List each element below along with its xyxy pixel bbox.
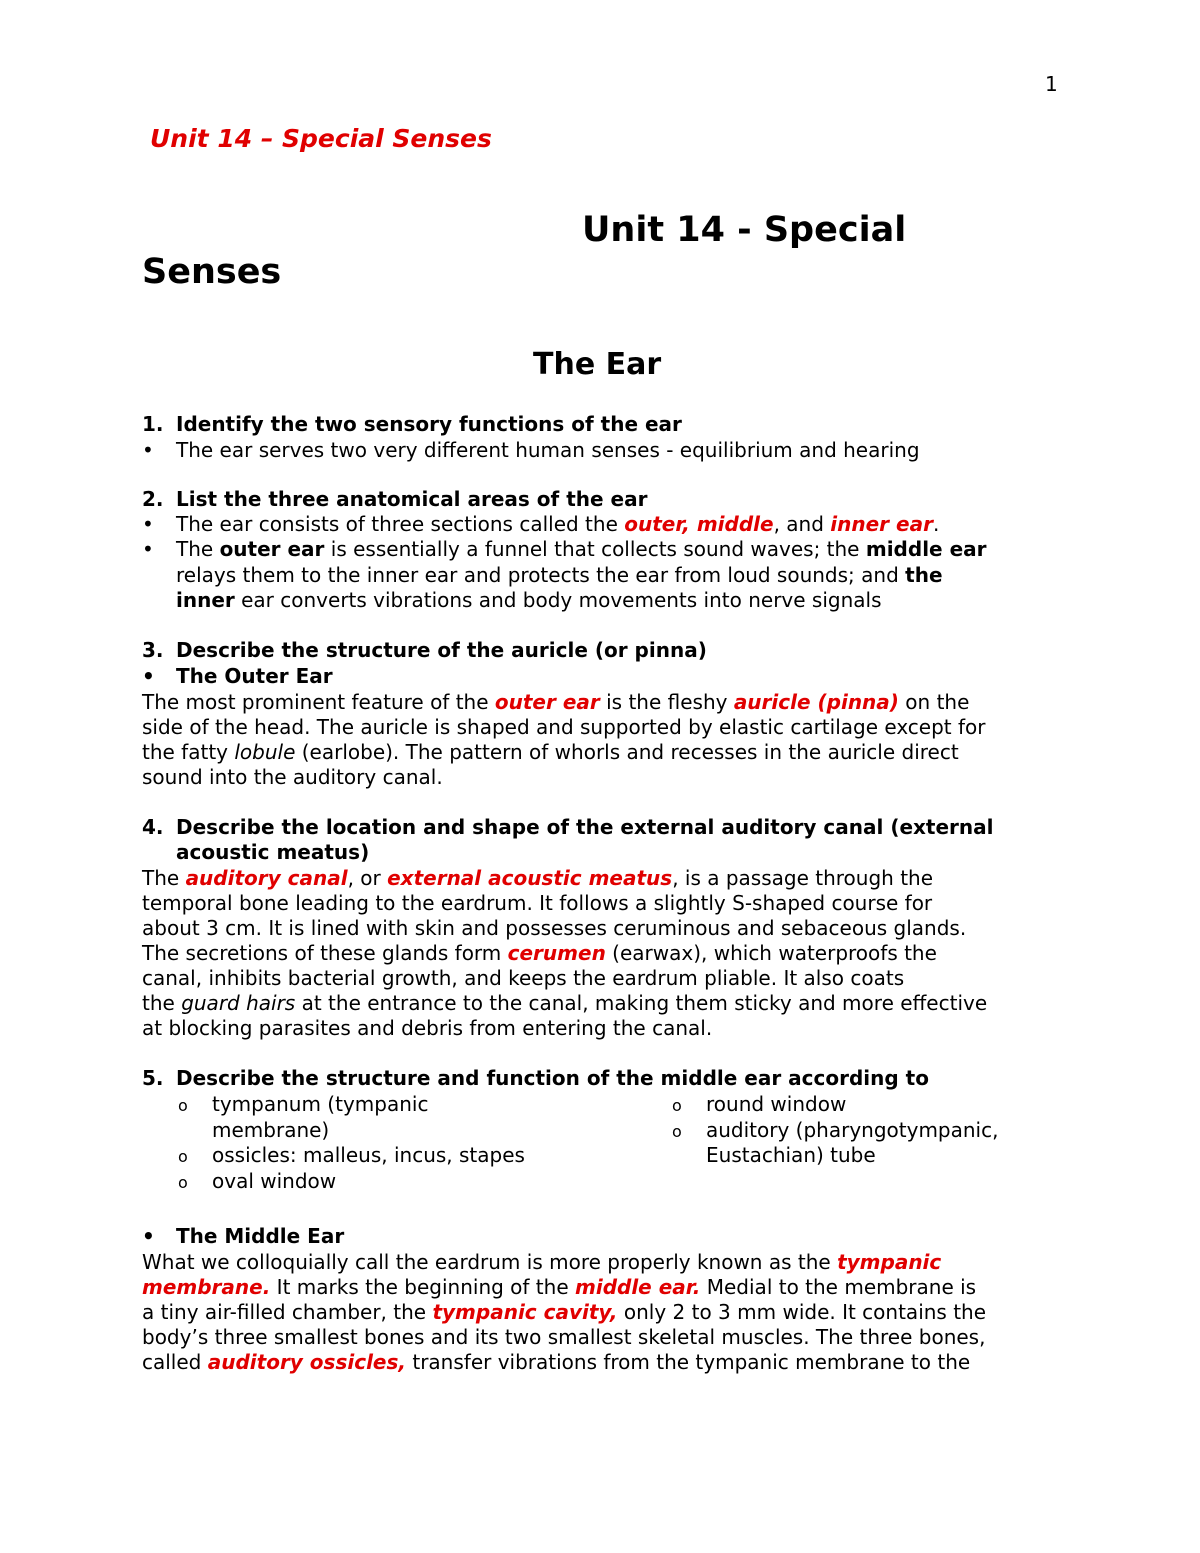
question-number: 1.	[142, 412, 164, 436]
outer-ear-paragraph-line-2: side of the head. The auricle is shaped and supported by elastic cartilage except for	[142, 715, 986, 739]
unit-header: Unit 14 – Special Senses	[150, 124, 492, 153]
bullet-text: The outer ear is essentially a funnel that collects sound waves; the middle ear	[176, 537, 987, 561]
bullet-icon: •	[142, 664, 155, 688]
sub-item-tympanum-line-2: membrane)	[212, 1118, 330, 1142]
canal-paragraph-line-6: the guard hairs at the entrance to the canal, making them sticky and more effective	[142, 991, 988, 1015]
outer-ear-paragraph-line-1: The most prominent feature of the outer ear is the fleshy auricle (pinna) on the	[142, 690, 970, 714]
sub-bullet-icon: o	[178, 1147, 188, 1166]
canal-paragraph-line-1: The auditory canal, or external acoustic meatus, is a passage through the	[142, 866, 934, 890]
question-number: 3.	[142, 638, 164, 662]
canal-paragraph-line-3: about 3 cm. It is lined with skin and possesses ceruminous and sebaceous glands.	[142, 916, 967, 940]
q2-bullet-2-line-2: relays them to the inner ear and protects the ear from loud sounds; and the	[176, 563, 943, 587]
question-4-text-line-2: acoustic meatus)	[176, 840, 370, 864]
middle-ear-paragraph-line-2: membrane. It marks the beginning of the middle ear. Medial to the membrane is	[142, 1275, 977, 1299]
question-number: 4.	[142, 815, 164, 839]
sub-bullet-icon: o	[178, 1096, 188, 1115]
bullet-icon: •	[142, 512, 154, 536]
middle-ear-paragraph-line-1: What we colloquially call the eardrum is more properly known as the tympanic	[142, 1250, 942, 1274]
sub-bullet-icon: o	[178, 1173, 188, 1192]
document-title-line-1: Unit 14 - Special	[582, 210, 907, 250]
question-text: Identify the two sensory functions of the ear	[176, 412, 682, 436]
canal-paragraph-line-5: canal, inhibits bacterial growth, and keeps the eardrum pliable. It also coats	[142, 966, 905, 990]
question-number: 2.	[142, 487, 164, 511]
bullet-icon: •	[142, 438, 154, 462]
bullet-text: The ear serves two very different human senses - equilibrium and hearing	[176, 438, 920, 462]
section-title: The Ear	[533, 347, 662, 382]
middle-ear-paragraph-line-3: a tiny air-filled chamber, the tympanic cavity, only 2 to 3 mm wide. It contains the	[142, 1300, 987, 1324]
question-text: Describe the structure of the auricle (or pinna)	[176, 638, 707, 662]
bullet-icon: •	[142, 1224, 155, 1248]
canal-paragraph-line-7: at blocking parasites and debris from entering the canal.	[142, 1016, 713, 1040]
bullet-icon: •	[142, 537, 154, 561]
sub-bullet-icon: o	[672, 1122, 682, 1141]
bullet-text: The ear consists of three sections called the outer, middle, and inner ear.	[176, 512, 940, 536]
sub-item-auditory-tube-line-2: Eustachian) tube	[706, 1143, 876, 1167]
outer-ear-paragraph-line-3: the fatty lobule (earlobe). The pattern of whorls and recesses in the auricle direct	[142, 740, 959, 764]
question-text: Describe the structure and function of the middle ear according to	[176, 1066, 929, 1090]
document-title-line-2: Senses	[142, 252, 282, 292]
document-page: 1 Unit 14 – Special Senses Unit 14 - Special Senses The Ear 1. Identify the two sensory functions of the ear • The ear serves two very different human senses - equilibrium and hearing 2. List the three anatomical areas of the ear • The ear consists of three sections called the outer, middle, and inner ear. • The outer ear is essentially a funnel that collects sound waves; the middle ear relays them to the inner ear and protects the ear from loud sounds; and the inner ear converts vibrations and body movements into nerve signals 3. Describe the structure of the auricle (or pinna) • The Outer Ear The most prominent feature of the outer ear is the fleshy auricle (pinna) on the side of the head. The auricle is shaped and supported by elastic cartilage except for the fatty lobule (earlobe). The pattern of whorls and recesses in the auricle direct sound into the auditory canal. 4. Describe the location and shape of the external auditory canal (external acoustic meatus) The auditory canal, or external acoustic meatus, is a passage through the temporal bone leading to the eardrum. It follows a slightly S-shaped course for about 3 cm. It is lined with skin and possesses ceruminous and sebaceous glands. The secretions of these glands form cerumen (earwax), which waterproofs the canal, inhibits bacterial growth, and keeps the eardrum pliable. It also coats the guard hairs at the entrance to the canal, making them sticky and more effective at blocking parasites and debris from entering the canal. 5. Describe the structure and function of the middle ear according to o tympanum (tympanic membrane) o ossicles: malleus, incus, stapes o oval window o round window o auditory (pharyngotympanic, Eustachian) tube • The Middle Ear What we colloquially call the eardrum is more properly known as the tympanic membrane. It marks the beginning of the middle ear. Medial to the membrane is a tiny air-filled chamber, the tympanic cavity, only 2 to 3 mm wide. It contains the body’s three smallest bones and its two smallest skeletal muscles. The three bones, called auditory ossicles, transfer vibrations from the tympanic membrane to the	[142, 72, 1058, 1374]
canal-paragraph-line-2: temporal bone leading to the eardrum. It follows a slightly S-shaped course for	[142, 891, 933, 915]
sub-bullet-icon: o	[672, 1096, 682, 1115]
question-text: Describe the location and shape of the external auditory canal (external	[176, 815, 994, 839]
question-text: List the three anatomical areas of the ear	[176, 487, 648, 511]
page-number: 1	[1045, 72, 1058, 96]
q2-bullet-2-line-3: inner ear converts vibrations and body movements into nerve signals	[176, 588, 882, 612]
middle-ear-paragraph-line-4: body’s three smallest bones and its two smallest skeletal muscles. The three bones,	[142, 1325, 986, 1349]
question-number: 5.	[142, 1066, 164, 1090]
canal-paragraph-line-4: The secretions of these glands form cerumen (earwax), which waterproofs the	[142, 941, 937, 965]
middle-ear-paragraph-line-5: called auditory ossicles, transfer vibrations from the tympanic membrane to the	[142, 1350, 971, 1374]
outer-ear-paragraph-line-4: sound into the auditory canal.	[142, 765, 443, 789]
